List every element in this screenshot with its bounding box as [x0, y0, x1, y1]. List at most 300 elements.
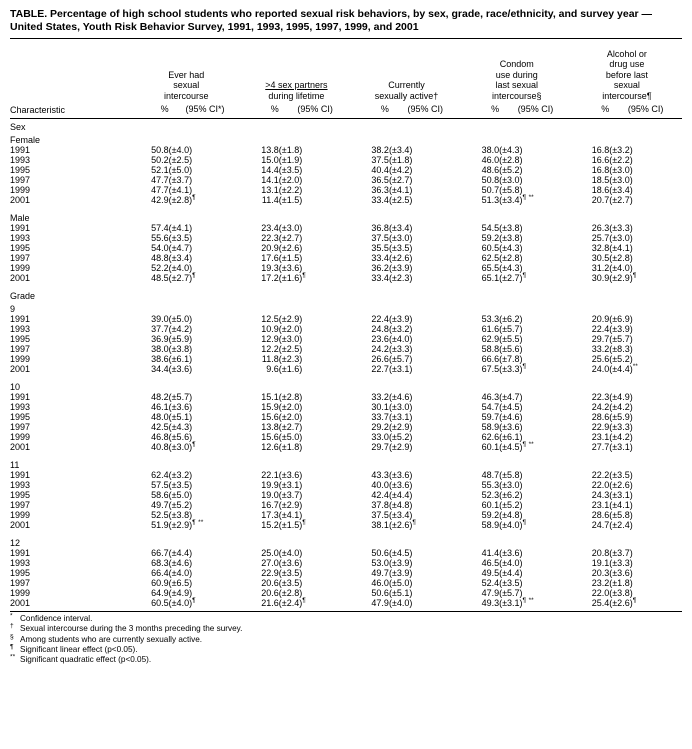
cell-pct: 22.0: [591, 588, 610, 598]
cell-ci: (±3.4): [388, 510, 413, 520]
cell-pct: 35.5: [371, 243, 389, 253]
cell-ci: (±3.5): [278, 568, 303, 578]
cell-ci: (±4.4): [499, 568, 523, 578]
cell-ci: (±2.2): [609, 155, 633, 165]
cell-pct: 54.5: [481, 223, 500, 233]
row-year: 1991: [10, 470, 31, 480]
row-year: 1993: [10, 402, 31, 412]
cell-pct: 22.0: [591, 480, 610, 490]
subgroup-header-row: 11: [10, 460, 20, 470]
row-year: 2001: [10, 442, 31, 452]
cell-pct: 50.7: [481, 185, 500, 195]
cell-ci: (±3.8): [499, 223, 523, 233]
cell-pct: 37.5: [371, 510, 389, 520]
subgroup-header-row: Male: [10, 213, 30, 223]
cell-ci: (±3.5): [278, 165, 303, 175]
cell-pct: 28.6: [591, 412, 610, 422]
cell-ci: (±2.6): [388, 253, 413, 263]
row-year: 1997: [10, 175, 31, 185]
cell-pct: 15.0: [261, 155, 279, 165]
cell-pct: 61.6: [481, 324, 500, 334]
cell-pct: 52.2: [151, 263, 169, 273]
cell-pct: 58.8: [481, 344, 500, 354]
cell-ci: (±1.5)¶: [278, 519, 306, 530]
cell-ci: (±6.2): [499, 490, 523, 500]
row-year: 1993: [10, 480, 31, 490]
cell-pct: 51.9: [151, 520, 169, 530]
cell-pct: 49.5: [481, 568, 500, 578]
cell-ci: (±4.1): [168, 223, 193, 233]
cell-pct: 12.9: [261, 334, 279, 344]
table-row: [10, 412, 682, 422]
cell-pct: 59.2: [481, 233, 500, 243]
table-row: [10, 314, 682, 324]
row-year: 2001: [10, 520, 31, 530]
cell-ci: (±5.8): [499, 470, 523, 480]
cell-pct: 14.4: [261, 165, 279, 175]
cell-pct: 20.6: [261, 588, 279, 598]
cell-ci: (±2.6): [609, 480, 633, 490]
cell-ci: (±3.9): [388, 314, 413, 324]
cell-ci: (±3.2): [168, 470, 193, 480]
cell-ci: (±3.8): [609, 588, 633, 598]
table-row: [10, 324, 682, 334]
cell-ci: (±4.0): [278, 548, 303, 558]
cell-ci: (±3.9): [388, 263, 413, 273]
cell-ci: (±3.0): [609, 175, 633, 185]
cell-ci: (±3.5): [168, 480, 193, 490]
cell-pct: 33.4: [371, 253, 389, 263]
cell-pct: 22.4: [371, 314, 389, 324]
cell-ci: (±4.4)**: [609, 363, 638, 374]
cell-ci: (±5.0): [168, 490, 193, 500]
cell-ci: (±2.9): [388, 422, 413, 432]
cell-pct: 30.1: [371, 402, 389, 412]
cell-pct: 48.8: [151, 253, 169, 263]
cell-pct: 11.4: [261, 195, 279, 205]
cell-ci: (±2.7): [278, 233, 303, 243]
cell-pct: 40.8: [151, 442, 169, 452]
cell-pct: 46.3: [481, 392, 500, 402]
cell-ci: (±3.3): [388, 344, 413, 354]
row-year: 1999: [10, 510, 31, 520]
section-header-row: Grade: [10, 291, 36, 301]
table-row: [10, 402, 682, 412]
cell-ci: (±3.4): [388, 145, 413, 155]
cell-ci: (±3.0): [278, 334, 303, 344]
cell-pct: 58.6: [151, 490, 169, 500]
cell-pct: 59.7: [481, 412, 500, 422]
cell-ci: (±2.6)¶: [609, 597, 637, 608]
cell-pct: 20.9: [261, 243, 279, 253]
cell-ci: (±5.1): [388, 588, 413, 598]
cell-pct: 60.1: [481, 500, 500, 510]
cell-pct: 27.0: [261, 558, 279, 568]
table-row: [10, 568, 682, 578]
cell-pct: 19.1: [591, 558, 610, 568]
table-row: [10, 354, 682, 364]
cell-ci: (±2.8): [499, 253, 523, 263]
table-row: [10, 233, 682, 243]
cell-pct: 47.7: [151, 185, 169, 195]
cell-pct: 24.2: [371, 344, 389, 354]
cell-pct: 16.8: [591, 145, 610, 155]
cell-ci: (±1.9): [278, 155, 303, 165]
table-row: [10, 480, 682, 490]
cell-pct: 16.8: [591, 165, 610, 175]
cell-ci: (±2.9): [278, 500, 303, 510]
cell-ci: (±3.3): [609, 558, 633, 568]
cell-ci: (±4.0): [388, 334, 413, 344]
cell-ci: (±5.1): [168, 412, 193, 422]
cell-ci: (±4.0)¶: [168, 597, 196, 608]
cell-pct: 23.4: [261, 223, 279, 233]
cell-ci: (±5.2): [388, 432, 413, 442]
cell-pct: 36.9: [151, 334, 169, 344]
cell-ci: (±3.6): [278, 470, 303, 480]
cell-ci: (±5.7): [388, 354, 413, 364]
section-header-row: Sex: [10, 122, 26, 132]
cell-pct: 17.3: [261, 510, 279, 520]
cell-ci: (±3.0): [388, 233, 413, 243]
cell-ci: (±3.5): [278, 578, 303, 588]
cell-ci: (±2.0): [278, 402, 303, 412]
cell-ci: (±4.9): [168, 588, 193, 598]
cell-ci: (±3.4)¶ **: [499, 194, 534, 205]
footnote: [10, 614, 682, 624]
cell-ci: (±2.8): [278, 588, 303, 598]
cell-pct: 38.6: [151, 354, 169, 364]
cell-pct: 18.6: [591, 185, 610, 195]
cell-ci: (±3.1): [278, 480, 303, 490]
cell-pct: 37.8: [371, 500, 389, 510]
cell-ci: (±2.5): [278, 344, 303, 354]
cell-pct: 59.2: [481, 510, 500, 520]
cell-pct: 50.8: [481, 175, 500, 185]
cell-pct: 20.7: [591, 195, 610, 205]
header-group-row: [10, 39, 682, 102]
cell-pct: 30.5: [591, 253, 610, 263]
cell-ci: (±3.0)¶: [168, 441, 196, 452]
cell-ci: (±4.6): [499, 412, 523, 422]
table-row: [10, 344, 682, 354]
cell-pct: 13.1: [261, 185, 279, 195]
cell-pct: 42.5: [151, 422, 169, 432]
cell-pct: 20.8: [591, 548, 610, 558]
cell-pct: 22.1: [261, 470, 279, 480]
cell-pct: 52.3: [481, 490, 500, 500]
title-line-2: United States, Youth Risk Behavior Survey, 1991, 1993, 1995, 1997, 1999, and 2001: [10, 21, 419, 33]
cell-pct: 66.4: [151, 568, 169, 578]
row-year: 2001: [10, 273, 31, 283]
row-year: 1995: [10, 334, 31, 344]
cell-ci: (±3.3)¶: [499, 363, 527, 374]
cell-pct: 28.6: [591, 510, 610, 520]
cell-pct: 54.0: [151, 243, 169, 253]
cell-ci: (±5.6): [499, 344, 523, 354]
cell-pct: 24.0: [591, 364, 610, 374]
cell-ci: (±2.3): [388, 273, 413, 283]
cell-ci: (±3.8): [168, 510, 193, 520]
cell-ci: (±4.1): [609, 243, 633, 253]
cell-ci: (±5.7): [499, 324, 523, 334]
table-row: [10, 243, 682, 253]
header-pct-1: %: [160, 104, 169, 114]
cell-pct: 12.6: [261, 442, 279, 452]
cell-pct: 66.7: [151, 548, 169, 558]
cell-ci: (±3.7): [609, 548, 633, 558]
cell-pct: 25.6: [591, 354, 610, 364]
cell-pct: 40.0: [371, 480, 389, 490]
cell-pct: 33.0: [371, 432, 389, 442]
row-year: 1995: [10, 165, 31, 175]
cell-pct: 37.5: [371, 233, 389, 243]
cell-ci: (±4.0)¶: [499, 519, 527, 530]
row-year: 1993: [10, 233, 31, 243]
cell-ci: (±5.2): [168, 500, 193, 510]
table-row: [10, 500, 682, 510]
cell-ci: (±6.5): [168, 578, 193, 588]
cell-pct: 27.7: [591, 442, 610, 452]
cell-ci: (±7.8): [499, 354, 523, 364]
title-line-1: TABLE. Percentage of high school students who reported sexual risk behaviors, by sex, grade, race/ethnicity, and survey year —: [10, 8, 653, 20]
cell-ci: (±4.1): [609, 500, 633, 510]
cell-pct: 46.5: [481, 558, 500, 568]
table-row: [10, 490, 682, 500]
cell-pct: 29.7: [371, 442, 389, 452]
cell-ci: (±2.8): [278, 392, 303, 402]
row-year: 1997: [10, 578, 31, 588]
cell-pct: 65.1: [481, 273, 500, 283]
cell-pct: 38.2: [371, 145, 389, 155]
cell-ci: (±3.9): [609, 324, 633, 334]
header-group-currently-active: Currently sexually active†: [374, 80, 439, 101]
cell-pct: 15.9: [261, 402, 279, 412]
cell-ci: (±3.5): [499, 578, 523, 588]
cell-ci: (±6.2): [499, 314, 523, 324]
row-year: 1995: [10, 243, 31, 253]
footnote-text: Significant linear effect (p<0.05).: [20, 644, 138, 654]
cell-pct: 38.0: [151, 344, 169, 354]
cell-ci: (±5.0): [168, 165, 193, 175]
cell-ci: (±3.4): [609, 185, 633, 195]
header-pct-3: %: [380, 104, 389, 114]
cell-pct: 22.2: [591, 470, 610, 480]
cell-ci: (±5.2): [609, 354, 633, 364]
cell-pct: 18.5: [591, 175, 610, 185]
header-ci-3: (95% CI): [407, 104, 444, 114]
cell-pct: 48.0: [151, 412, 169, 422]
row-year: 2001: [10, 195, 31, 205]
cell-ci: (±2.9)¶ **: [168, 519, 204, 530]
cell-pct: 24.2: [591, 402, 610, 412]
cell-ci: (±4.3): [499, 243, 523, 253]
cell-ci: (±2.7): [388, 175, 413, 185]
row-year: 1997: [10, 253, 31, 263]
cell-ci: (±2.5): [388, 195, 413, 205]
cell-ci: (±2.8): [609, 253, 633, 263]
cell-pct: 41.4: [481, 548, 500, 558]
cell-pct: 13.8: [261, 145, 279, 155]
cell-pct: 25.4: [591, 598, 610, 608]
cell-ci: (±3.7): [168, 175, 193, 185]
cell-ci: (±1.5): [278, 195, 303, 205]
cell-ci: (±4.3): [168, 422, 193, 432]
cell-pct: 19.9: [261, 480, 279, 490]
cell-pct: 60.1: [481, 442, 500, 452]
table-row: [10, 432, 682, 442]
cell-pct: 48.7: [481, 470, 500, 480]
cell-ci: (±3.2): [609, 145, 633, 155]
cell-ci: (±5.0): [278, 432, 303, 442]
cell-ci: (±3.6): [168, 402, 193, 412]
cell-pct: 22.4: [591, 324, 610, 334]
header-pct-5: %: [601, 104, 610, 114]
table-row: [10, 185, 682, 195]
table-row: [10, 334, 682, 344]
cell-pct: 29.7: [591, 334, 610, 344]
header-group-ever-had-sex: Ever had sexual intercourse: [163, 69, 209, 101]
footnote-mark: §: [10, 632, 14, 640]
cell-ci: (±4.7): [499, 392, 523, 402]
cell-ci: (±5.5): [499, 334, 523, 344]
table-row: [10, 442, 682, 452]
cell-ci: (±5.7): [609, 334, 633, 344]
table-row: [10, 558, 682, 568]
footnote-mark: *: [10, 612, 13, 620]
cell-pct: 49.3: [481, 598, 500, 608]
footnote-text: Among students who are currently sexually active.: [20, 634, 203, 644]
row-year: 1991: [10, 548, 31, 558]
cell-pct: 46.0: [481, 155, 500, 165]
header-sub-row: [10, 101, 682, 115]
row-year: 1999: [10, 588, 31, 598]
cell-pct: 17.6: [261, 253, 279, 263]
cell-pct: 40.4: [371, 165, 389, 175]
cell-ci: (±6.1): [168, 354, 193, 364]
footnote-mark: †: [10, 622, 14, 630]
footnote: [10, 655, 682, 665]
cell-ci: (±3.1): [609, 490, 633, 500]
cell-ci: (±5.7): [499, 588, 523, 598]
cell-pct: 29.2: [371, 422, 389, 432]
table-row: [10, 223, 682, 233]
cell-pct: 25.0: [261, 548, 279, 558]
cell-pct: 47.7: [151, 175, 169, 185]
cell-pct: 23.1: [591, 432, 610, 442]
cell-pct: 34.4: [151, 364, 169, 374]
cell-ci: (±2.8): [499, 155, 523, 165]
cell-ci: (±3.7): [278, 490, 303, 500]
cell-pct: 48.5: [151, 273, 169, 283]
cell-ci: (±3.0): [609, 233, 633, 243]
cell-pct: 62.4: [151, 470, 169, 480]
cell-ci: (±4.1): [388, 185, 413, 195]
cell-pct: 52.1: [151, 165, 169, 175]
cell-pct: 33.2: [371, 392, 389, 402]
cell-ci: (±5.9): [168, 334, 193, 344]
cell-pct: 25.7: [591, 233, 610, 243]
cell-ci: (±1.5): [278, 253, 303, 263]
cell-ci: (±5.2): [499, 500, 523, 510]
table-row: [10, 175, 682, 185]
table-row: [10, 263, 682, 273]
cell-ci: (±1.8): [609, 578, 633, 588]
cell-ci: (±3.1): [609, 442, 633, 452]
cell-ci: (±6.9): [609, 314, 633, 324]
cell-ci: (±2.6): [278, 243, 303, 253]
table-row: [10, 145, 682, 155]
cell-ci: (±4.3): [499, 263, 523, 273]
cell-ci: (±4.2): [168, 324, 193, 334]
row-year: 1997: [10, 344, 31, 354]
cell-pct: 50.6: [371, 588, 389, 598]
table-row: [10, 598, 682, 608]
cell-ci: (±4.0): [388, 598, 413, 608]
cell-pct: 51.3: [481, 195, 500, 205]
footnote-text: Confidence interval.: [20, 614, 93, 623]
cell-ci: (±5.8): [609, 510, 633, 520]
row-year: 1999: [10, 263, 31, 273]
cell-ci: (±1.6)¶: [278, 272, 306, 283]
cell-ci: (±5.8): [499, 185, 523, 195]
header-pct-2: %: [270, 104, 279, 114]
cell-ci: (±6.1): [499, 432, 523, 442]
cell-pct: 46.0: [371, 578, 389, 588]
cell-ci: (±3.9): [388, 558, 413, 568]
subgroup-header-row: 10: [10, 382, 21, 392]
cell-pct: 39.0: [151, 314, 169, 324]
cell-ci: (±3.8): [499, 233, 523, 243]
cell-ci: (±3.6): [168, 364, 193, 374]
row-year: 1991: [10, 145, 31, 155]
cell-pct: 37.5: [371, 155, 389, 165]
header-ci-1: (95% CI*): [185, 104, 225, 114]
row-year: 1999: [10, 185, 31, 195]
cell-pct: 22.3: [591, 392, 610, 402]
footnote-mark: ¶: [10, 643, 14, 651]
cell-ci: (±5.7): [168, 392, 193, 402]
cell-ci: (±2.6)¶: [388, 519, 416, 530]
cell-pct: 11.8: [261, 354, 279, 364]
cell-pct: 50.6: [371, 548, 389, 558]
row-year: 1997: [10, 500, 31, 510]
cell-pct: 10.9: [261, 324, 279, 334]
cell-ci: (±2.7): [609, 195, 633, 205]
cell-ci: (±2.9)¶: [609, 272, 637, 283]
subgroup-header-row: 9: [10, 304, 16, 314]
cell-ci: (±4.0): [499, 558, 523, 568]
table-row: [10, 253, 682, 263]
cell-ci: (±4.0): [168, 263, 193, 273]
subgroup-header-row: 12: [10, 538, 21, 548]
cell-pct: 67.5: [481, 364, 500, 374]
table-row: [10, 588, 682, 598]
cell-ci: (±3.4): [168, 253, 193, 263]
cell-ci: (±3.6): [499, 548, 523, 558]
cell-ci: (±3.5): [388, 243, 413, 253]
row-year: 1997: [10, 422, 31, 432]
cell-pct: 36.5: [371, 175, 389, 185]
footnote: [10, 632, 682, 645]
cell-pct: 15.1: [261, 392, 279, 402]
cell-ci: (±2.7)¶: [168, 272, 196, 283]
table-body: [10, 119, 682, 612]
header-ci-2: (95% CI): [297, 104, 333, 114]
bottom-rule-row: [10, 608, 682, 612]
cell-ci: (±4.0): [609, 263, 633, 273]
cell-pct: 16.7: [261, 500, 279, 510]
